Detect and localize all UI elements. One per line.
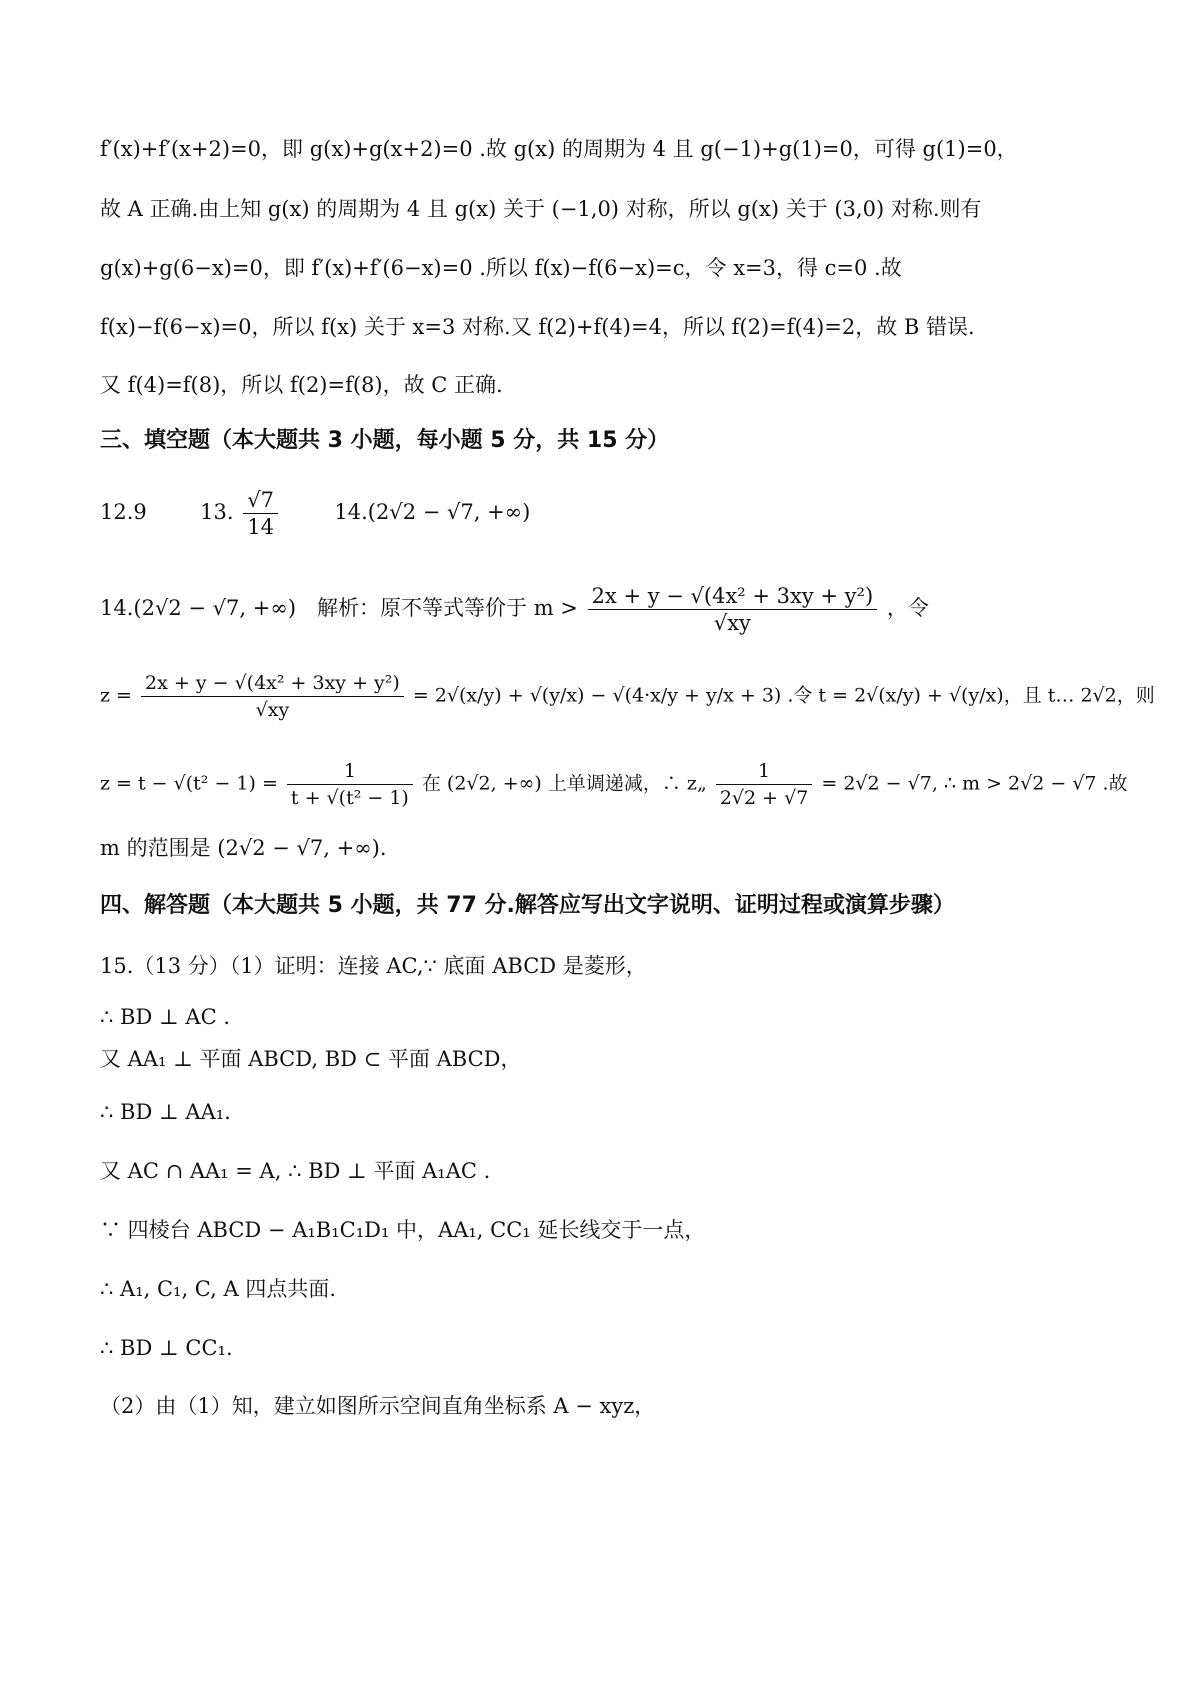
text-line-4: f(x)−f(6−x)=0，所以 f(x) 关于 x=3 对称.又 f(2)+f(4)=4，所以 f(2)=f(4)=2，故 B 错误.	[100, 315, 975, 339]
explanation-line-4: m 的范围是 (2√2 − √7, +∞).	[100, 836, 387, 860]
proof-line-1: 15.（13 分）（1）证明：连接 AC,∵ 底面 ABCD 是菱形，	[100, 954, 647, 978]
proof-line-4: ∴ BD ⊥ AA₁.	[100, 1100, 231, 1124]
section-heading-solutions: 四、解答题（本大题共 5 小题，共 77 分.解答应写出文字说明、证明过程或演算步骤）	[100, 893, 955, 918]
explanation-line-2	[100, 670, 1155, 723]
answer-13-fraction	[243, 487, 278, 540]
answer-12: 12.9	[100, 500, 147, 524]
proof-line-5: 又 AC ∩ AA₁ = A, ∴ BD ⊥ 平面 A₁AC .	[100, 1159, 491, 1183]
explanation-2-suffix: = 2√(x/y) + √(y/x) − √(4·x/y + y/x + 3) .令 t = 2√(x/y) + √(y/x)，且 t… 2√2，则	[412, 684, 1155, 707]
explanation-2-prefix: z =	[100, 684, 132, 707]
explanation-1-prefix: 14.(2√2 − √7, +∞) 解析：原不等式等价于 m >	[100, 596, 578, 620]
explanation-3-middle: 在 (2√2, +∞) 上单调递减，∴ z„	[421, 772, 707, 795]
proof-line-9: （2）由（1）知，建立如图所示空间直角坐标系 A − xyz，	[100, 1394, 656, 1418]
proof-line-6: ∵ 四棱台 ABCD − A₁B₁C₁D₁ 中，AA₁, CC₁ 延长线交于一点，	[100, 1218, 706, 1242]
explanation-1-fraction	[588, 583, 878, 636]
proof-line-8: ∴ BD ⊥ CC₁.	[100, 1336, 233, 1360]
explanation-3-numerator-a: 1	[287, 758, 413, 785]
explanation-line-3	[100, 758, 1128, 811]
answer-14: 14.(2√2 − √7, +∞)	[334, 500, 531, 524]
explanation-3-fraction-a	[287, 758, 413, 811]
explanation-2-denominator: √xy	[255, 699, 290, 721]
answer-13-numerator: √7	[243, 487, 278, 514]
answer-13-denominator: 14	[247, 515, 274, 539]
explanation-1-suffix: ，令	[886, 596, 929, 620]
explanation-3-prefix: z = t − √(t² − 1) =	[100, 772, 278, 795]
explanation-2-numerator: 2x + y − √(4x² + 3xy + y²)	[141, 670, 404, 697]
text-line-2: 故 A 正确.由上知 g(x) 的周期为 4 且 g(x) 关于 (−1,0) 对称，所以 g(x) 关于 (3,0) 对称.则有	[100, 197, 982, 221]
explanation-2-fraction	[141, 670, 404, 723]
explanation-3-fraction-b	[716, 758, 812, 811]
text-line-1: f′(x)+f′(x+2)=0，即 g(x)+g(x+2)=0 .故 g(x) 的周期为 4 且 g(−1)+g(1)=0，可得 g(1)=0，	[100, 137, 1018, 161]
explanation-1-denominator: √xy	[713, 611, 751, 635]
text-line-5: 又 f(4)=f(8)，所以 f(2)=f(8)，故 C 正确.	[100, 373, 503, 397]
answer-13-prefix: 13.	[200, 500, 234, 524]
section-heading-fill-in: 三、填空题（本大题共 3 小题，每小题 5 分，共 15 分）	[100, 428, 670, 453]
explanation-3-suffix: = 2√2 − √7, ∴ m > 2√2 − √7 .故	[821, 772, 1128, 795]
answers-row	[100, 487, 1120, 540]
proof-line-2: ∴ BD ⊥ AC .	[100, 1005, 230, 1029]
explanation-1-numerator: 2x + y − √(4x² + 3xy + y²)	[588, 583, 878, 610]
explanation-line-1	[100, 583, 1120, 636]
explanation-3-numerator-b: 1	[716, 758, 812, 785]
proof-line-7: ∴ A₁, C₁, C, A 四点共面.	[100, 1277, 336, 1301]
text-line-3: g(x)+g(6−x)=0，即 f′(x)+f′(6−x)=0 .所以 f(x)−f(6−x)=c，令 x=3，得 c=0 .故	[100, 256, 902, 280]
explanation-3-denominator-a: t + √(t² − 1)	[290, 787, 409, 809]
explanation-3-denominator-b: 2√2 + √7	[719, 787, 809, 809]
proof-line-3: 又 AA₁ ⊥ 平面 ABCD, BD ⊂ 平面 ABCD，	[100, 1047, 522, 1071]
